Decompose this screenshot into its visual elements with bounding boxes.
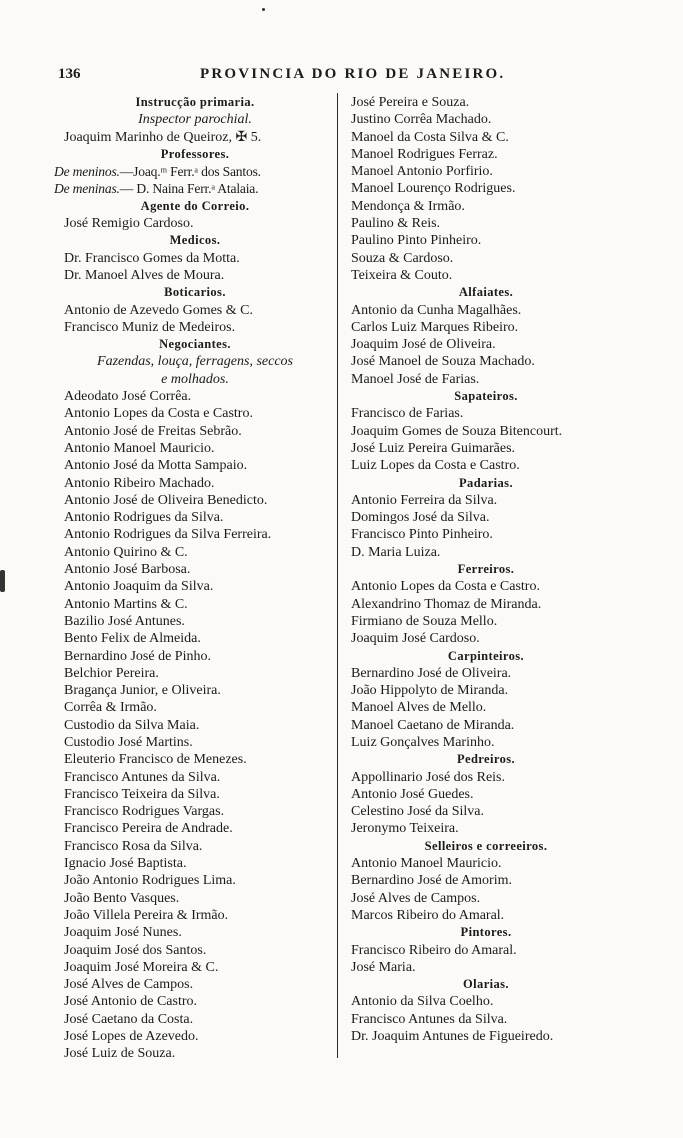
directory-entry: Antonio Rodrigues da Silva Ferreira. xyxy=(64,527,272,543)
directory-entry: Francisco Ribeiro do Amaral. xyxy=(351,942,517,958)
directory-entry: Bazilio José Antunes. xyxy=(64,613,185,629)
section-heading-instruccao-primaria: Instrucção primaria. xyxy=(135,95,255,109)
directory-entry: Antonio José Guedes. xyxy=(351,786,474,802)
directory-entry: Paulino & Reis. xyxy=(351,216,441,232)
directory-entry: Marcos Ribeiro do Amaral. xyxy=(351,907,505,923)
directory-entry: Manoel Rodrigues Ferraz. xyxy=(351,146,498,162)
section-heading-professores: Professores. xyxy=(160,146,230,161)
directory-entry: José Alves de Campos. xyxy=(64,977,194,993)
directory-entry: Justino Corrêa Machado. xyxy=(351,112,492,128)
directory-entry: João Antonio Rodrigues Lima. xyxy=(64,873,236,889)
directory-entry: Antonio da Cunha Magalhães. xyxy=(351,302,522,318)
directory-entry: Joaquim José de Oliveira. xyxy=(351,337,496,353)
directory-entry: Antonio Ferreira da Silva. xyxy=(351,492,498,508)
directory-entry: Celestino José da Silva. xyxy=(351,804,484,820)
directory-entry: Manoel Antonio Porfirio. xyxy=(351,164,493,180)
directory-entry: Manoel Caetano de Miranda. xyxy=(351,717,515,733)
directory-entry: Antonio Lopes da Costa e Castro. xyxy=(351,579,540,595)
subheading: Inspector parochial. xyxy=(138,112,252,128)
directory-entry: Corrêa & Irmão. xyxy=(64,700,157,716)
directory-entry: José Caetano da Costa. xyxy=(64,1011,194,1027)
directory-entry: Francisco Pinto Pinheiro. xyxy=(351,527,493,543)
section-heading-olarias: Olarias. xyxy=(463,977,509,992)
directory-entry: José Alves de Campos. xyxy=(351,890,481,906)
stray-dot xyxy=(262,8,265,11)
directory-entry: Paulino Pinto Pinheiro. xyxy=(351,233,482,249)
directory-entry: Bento Felix de Almeida. xyxy=(64,631,201,647)
directory-entry: Antonio Ribeiro Machado. xyxy=(64,475,215,491)
directory-entry: Domingos José da Silva. xyxy=(351,510,490,526)
directory-entry: Firmiano de Souza Mello. xyxy=(351,613,498,629)
directory-entry: Dr. Manoel Alves de Moura. xyxy=(64,267,225,283)
professor-entry xyxy=(54,163,336,180)
directory-entry: Joaquim Gomes de Souza Bitencourt. xyxy=(351,423,563,439)
directory-entry: Custodio da Silva Maia. xyxy=(64,717,200,733)
directory-entry: Francisco Antunes da Silva. xyxy=(351,1011,508,1027)
professor-entry xyxy=(54,180,336,197)
directory-entry: Appollinario José dos Reis. xyxy=(351,769,505,785)
directory-entry: José Remigio Cardoso. xyxy=(64,216,194,232)
directory-entry: Francisco Rodrigues Vargas. xyxy=(64,804,225,820)
directory-entry: Antonio Manoel Mauricio. xyxy=(64,440,215,456)
directory-entry: Bernardino José de Amorim. xyxy=(351,873,512,889)
directory-entry: Antonio Martins & C. xyxy=(64,596,188,612)
directory-entry: Joaquim José Nunes. xyxy=(64,925,182,941)
directory-entry: Joaquim Marinho de Queiroz, ✠ 5. xyxy=(64,129,262,145)
directory-entry: Antonio Joaquim da Silva. xyxy=(64,579,214,595)
section-heading-boticarios: Boticarios. xyxy=(164,285,226,300)
directory-entry: José Lopes de Azevedo. xyxy=(64,1029,199,1045)
directory-entry: Joaquim José Moreira & C. xyxy=(64,959,219,975)
section-heading-medicos: Medicos. xyxy=(169,233,221,248)
directory-entry: Francisco Muniz de Medeiros. xyxy=(64,319,236,335)
directory-entry: José Luiz Pereira Guimarães. xyxy=(351,440,516,456)
directory-entry: Luiz Gonçalves Marinho. xyxy=(351,734,495,750)
directory-entry: Dr. Joaquim Antunes de Figueiredo. xyxy=(351,1029,554,1045)
directory-entry: Francisco Pereira de Andrade. xyxy=(64,821,233,837)
directory-entry: Antonio Manoel Mauricio. xyxy=(351,856,502,872)
directory-entry: Carlos Luiz Marques Ribeiro. xyxy=(351,319,519,335)
directory-entry: Antonio Quirino & C. xyxy=(64,544,188,560)
directory-entry: José Maria. xyxy=(351,959,416,975)
subheading: Fazendas, louça, ferragens, seccos xyxy=(97,354,293,370)
directory-entry: José Luiz de Souza. xyxy=(64,1046,176,1062)
directory-entry: João Villela Pereira & Irmão. xyxy=(64,907,229,923)
section-heading-padarias: Padarias. xyxy=(459,475,513,490)
professor-name: —Joaq.ᵐ Ferr.ᵃ dos Santos. xyxy=(119,164,261,180)
directory-entry: Bernardino José de Oliveira. xyxy=(351,665,512,681)
section-heading-pedreiros: Pedreiros. xyxy=(456,752,516,767)
directory-entry: Antonio de Azevedo Gomes & C. xyxy=(64,302,253,318)
directory-entry: Antonio José de Oliveira Benedicto. xyxy=(64,492,268,508)
directory-entry: Joaquim José dos Santos. xyxy=(64,942,207,958)
directory-entry: Joaquim José Cardoso. xyxy=(351,631,480,647)
directory-entry: Mendonça & Irmão. xyxy=(351,198,465,214)
section-heading-selleiros-e-correeiros: Selleiros e correeiros. xyxy=(424,838,548,853)
directory-entry: Bernardino José de Pinho. xyxy=(64,648,211,664)
running-title: PROVINCIA DO RIO DE JANEIRO. xyxy=(200,66,506,82)
page-header xyxy=(40,66,640,88)
directory-entry: Antonio José da Motta Sampaio. xyxy=(64,458,248,474)
directory-entry: Antonio José Barbosa. xyxy=(64,562,191,578)
directory-entry: Antonio Lopes da Costa e Castro. xyxy=(64,406,253,422)
directory-entry: Manoel José de Farias. xyxy=(351,371,480,387)
directory-entry: Alexandrino Thomaz de Miranda. xyxy=(351,596,542,612)
directory-entry: Bragança Junior, e Oliveira. xyxy=(64,683,221,699)
directory-entry: D. Maria Luiza. xyxy=(351,544,441,560)
margin-mark xyxy=(0,570,5,592)
directory-entry: Antonio da Silva Coelho. xyxy=(351,994,494,1010)
directory-entry: Antonio José de Freitas Sebrão. xyxy=(64,423,242,439)
directory-entry: Antonio Rodrigues da Silva. xyxy=(64,510,224,526)
directory-entry: Luiz Lopes da Costa e Castro. xyxy=(351,458,520,474)
directory-entry: Manoel Alves de Mello. xyxy=(351,700,487,716)
directory-entry: Souza & Cardoso. xyxy=(351,250,454,266)
directory-entry: Jeronymo Teixeira. xyxy=(351,821,459,837)
section-heading-pintores: Pintores. xyxy=(460,925,512,940)
directory-entry: Francisco Antunes da Silva. xyxy=(64,769,221,785)
section-heading-agente-do-correio: Agente do Correio. xyxy=(140,198,250,213)
directory-entry: Adeodato José Corrêa. xyxy=(64,389,192,405)
left-column xyxy=(54,94,336,1063)
section-heading-negociantes: Negociantes. xyxy=(159,337,231,352)
column-divider xyxy=(337,93,338,1058)
subheading: e molhados. xyxy=(161,371,229,387)
section-heading-ferreiros: Ferreiros. xyxy=(457,562,515,577)
directory-entry: Eleuterio Francisco de Menezes. xyxy=(64,752,247,768)
directory-entry: José Antonio de Castro. xyxy=(64,994,197,1010)
directory-entry: José Manoel de Souza Machado. xyxy=(351,354,535,370)
directory-entry: Custodio José Martins. xyxy=(64,734,193,750)
directory-entry: Francisco de Farias. xyxy=(351,406,464,422)
directory-entry: Francisco Rosa da Silva. xyxy=(64,838,203,854)
directory-entry: Dr. Francisco Gomes da Motta. xyxy=(64,250,240,266)
section-heading-sapateiros: Sapateiros. xyxy=(454,389,518,404)
directory-entry: Teixeira & Couto. xyxy=(351,267,453,283)
professor-label: De meninos. xyxy=(54,164,120,180)
directory-entry: João Hippolyto de Miranda. xyxy=(351,683,509,699)
professor-name: — D. Naina Ferr.ᵃ Atalaia. xyxy=(119,181,259,197)
section-heading-carpinteiros: Carpinteiros. xyxy=(447,648,525,663)
right-column xyxy=(341,94,631,1045)
directory-entry: Manoel da Costa Silva & C. xyxy=(351,129,509,145)
professor-label: De meninas. xyxy=(54,181,120,197)
directory-entry: José Pereira e Souza. xyxy=(351,95,470,110)
directory-entry: João Bento Vasques. xyxy=(64,890,180,906)
section-heading-alfaiates: Alfaiates. xyxy=(458,285,514,300)
directory-entry: Ignacio José Baptista. xyxy=(64,856,187,872)
directory-entry: Belchior Pereira. xyxy=(64,665,159,681)
directory-entry: Francisco Teixeira da Silva. xyxy=(64,786,220,802)
page-number: 136 xyxy=(58,66,81,82)
directory-entry: Manoel Lourenço Rodrigues. xyxy=(351,181,516,197)
